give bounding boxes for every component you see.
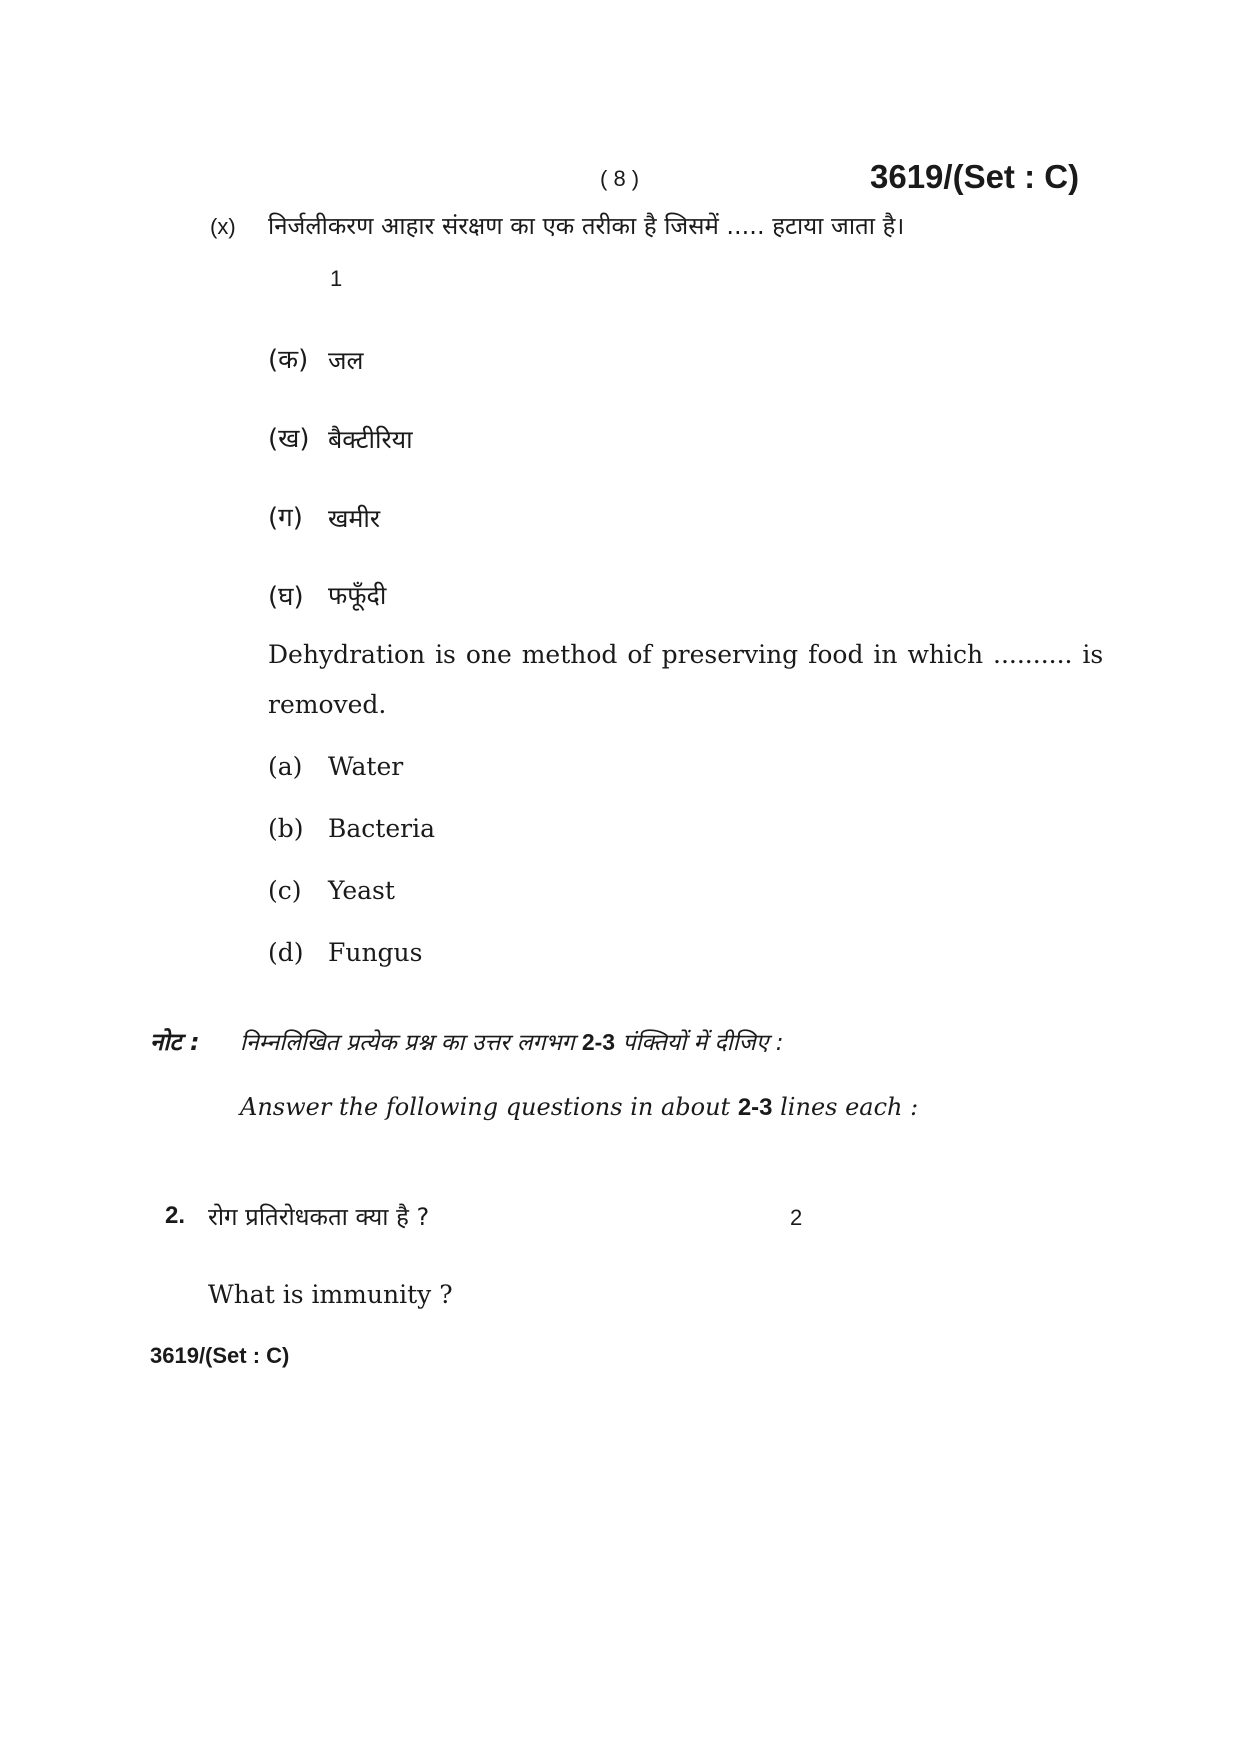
- option-letter-hindi: (क): [268, 345, 309, 375]
- option-text-english: Fungus: [328, 938, 423, 967]
- option-letter-hindi: (घ): [268, 582, 304, 612]
- option-text-hindi: फफूँदी: [328, 581, 387, 610]
- question-2-marks: 2: [790, 1205, 803, 1230]
- note-label: नोट :: [150, 1028, 200, 1056]
- option-text-english: Bacteria: [328, 814, 435, 843]
- note-instruction-english: Answer the following questions in about 2-3 lines each :: [240, 1093, 919, 1121]
- option-letter-hindi: (ख): [268, 424, 310, 454]
- set-code-footer: 3619/(Set : C): [150, 1343, 290, 1368]
- option-text-english: Yeast: [328, 876, 395, 905]
- page-number: ( 8 ): [600, 166, 640, 191]
- question-text-english-line1: Dehydration is one method of preserving food in which .......... is: [268, 640, 1104, 669]
- question-number: (x): [210, 214, 236, 239]
- question-2-text-hindi: रोग प्रतिरोधकता क्या है ?: [208, 1203, 430, 1231]
- question-text-hindi: निर्जलीकरण आहार संरक्षण का एक तरीका है जिसमें ..... हटाया जाता है।: [268, 212, 905, 240]
- option-text-hindi: खमीर: [328, 504, 381, 533]
- option-text-hindi: बैक्टीरिया: [328, 425, 413, 454]
- question-text-english-line2: removed.: [268, 690, 387, 719]
- option-letter-english: (b): [268, 814, 304, 843]
- option-letter-english: (a): [268, 752, 303, 781]
- option-text-hindi: जल: [328, 346, 364, 375]
- set-code-header: 3619/(Set : C): [870, 158, 1080, 195]
- question-marks: 1: [330, 266, 343, 291]
- option-letter-hindi: (ग): [268, 503, 303, 533]
- option-letter-english: (d): [268, 938, 304, 967]
- option-text-english: Water: [328, 752, 404, 781]
- question-2-number: 2.: [165, 1202, 186, 1229]
- question-2-text-english: What is immunity ?: [208, 1280, 453, 1309]
- option-letter-english: (c): [268, 876, 302, 905]
- note-instruction-hindi: निम्नलिखित प्रत्येक प्रश्न का उत्तर लगभग 2-3 पंक्तियों में दीजिए :: [240, 1029, 784, 1056]
